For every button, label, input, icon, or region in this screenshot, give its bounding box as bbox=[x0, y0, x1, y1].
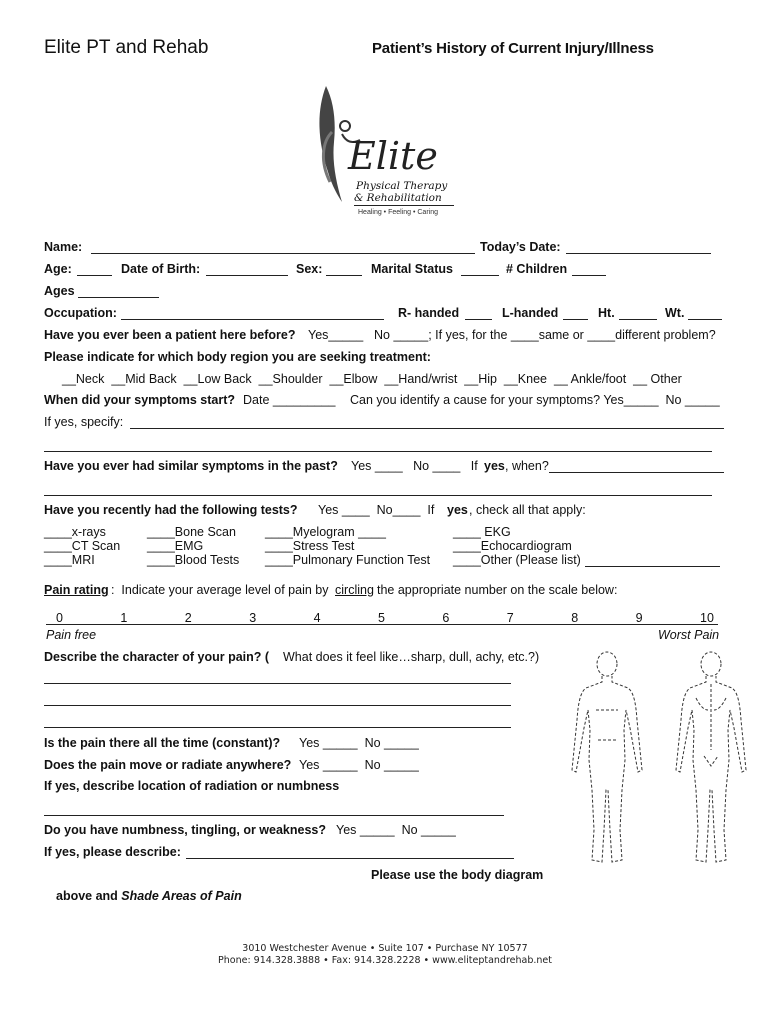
pain-scale-4[interactable]: 4 bbox=[313, 611, 321, 625]
patient-before-yes[interactable]: Yes_____ bbox=[308, 328, 364, 342]
wt-label: Wt. bbox=[665, 306, 685, 320]
practice-name: Elite PT and Rehab bbox=[44, 37, 209, 58]
test-stress[interactable]: ____Stress Test bbox=[265, 539, 355, 553]
l-handed-label: L-handed bbox=[502, 306, 559, 320]
marital-field[interactable] bbox=[461, 275, 499, 276]
test-mri[interactable]: ____MRI bbox=[44, 553, 95, 567]
specify-label: If yes, specify: bbox=[44, 415, 124, 429]
specify-field-2[interactable] bbox=[44, 451, 712, 452]
pain-scale-8[interactable]: 8 bbox=[571, 611, 579, 625]
pain-rating-instruction-2: the appropriate number on the scale below: bbox=[377, 583, 618, 597]
occupation-field[interactable] bbox=[121, 319, 384, 320]
similar-yes-no[interactable]: Yes ____ No ____ If bbox=[351, 459, 478, 473]
r-handed-label: R- handed bbox=[398, 306, 460, 320]
worst-pain-label: Worst Pain bbox=[658, 628, 720, 642]
radiate-question: Does the pain move or radiate anywhere? bbox=[44, 758, 292, 772]
pain-rating-label: Pain rating bbox=[44, 583, 109, 597]
occupation-label: Occupation: bbox=[44, 306, 117, 320]
tests-check: , check all that apply: bbox=[469, 503, 586, 517]
patient-before-question: Have you ever been a patient here before? bbox=[44, 328, 296, 342]
pain-scale-3[interactable]: 3 bbox=[249, 611, 257, 625]
body-back-diagram[interactable] bbox=[666, 650, 756, 870]
footer-address: 3010 Westchester Avenue • Suite 107 • Purchase NY 10577 bbox=[242, 943, 528, 954]
numbness-question: Do you have numbness, tingling, or weakness? bbox=[44, 823, 327, 837]
similar-question: Have you ever had similar symptoms in the past? bbox=[44, 459, 338, 473]
similar-when-field[interactable] bbox=[549, 472, 724, 473]
todays-date-field[interactable] bbox=[566, 253, 711, 254]
numbness-answer[interactable]: Yes _____ No _____ bbox=[336, 823, 456, 837]
radiate-answer[interactable]: Yes _____ No _____ bbox=[299, 758, 419, 772]
symptoms-start-question: When did your symptoms start? bbox=[44, 393, 235, 407]
pain-scale-2[interactable]: 2 bbox=[184, 611, 192, 625]
logo-tagline: Healing • Feeling • Caring bbox=[358, 209, 438, 216]
dob-field[interactable] bbox=[206, 275, 288, 276]
children-label: # Children bbox=[506, 262, 568, 276]
ages-label: Ages bbox=[44, 284, 75, 298]
test-pulmonary[interactable]: ____Pulmonary Function Test bbox=[265, 553, 431, 567]
logo-line2: & Rehabilitation bbox=[354, 192, 442, 204]
describe-pain-hint: What does it feel like…sharp, dull, achy, etc.?) bbox=[283, 650, 540, 664]
pain-rating-circling: circling bbox=[335, 583, 374, 597]
body-diagram-note: Please use the body diagram bbox=[371, 868, 544, 882]
body-front-diagram[interactable] bbox=[562, 650, 652, 870]
shade-note: above and bbox=[56, 889, 122, 903]
pain-scale-10[interactable]: 10 bbox=[700, 611, 714, 625]
describe-line-2[interactable] bbox=[44, 705, 511, 706]
radiation-field[interactable] bbox=[44, 815, 504, 816]
specify-field[interactable] bbox=[130, 428, 724, 429]
test-ekg[interactable]: ____ EKG bbox=[453, 525, 511, 539]
pain-scale-6[interactable]: 6 bbox=[442, 611, 450, 625]
l-handed-field[interactable] bbox=[563, 319, 588, 320]
test-echo[interactable]: ____Echocardiogram bbox=[453, 539, 572, 553]
similar-yes: yes bbox=[484, 459, 505, 473]
pain-rating-instruction: : Indicate your average level of pain by bbox=[111, 583, 329, 597]
age-label: Age: bbox=[44, 262, 72, 276]
logo-line1: Physical Therapy bbox=[356, 180, 448, 192]
test-ct[interactable]: ____CT Scan bbox=[44, 539, 121, 553]
test-other[interactable]: ____Other (Please list) bbox=[453, 553, 581, 567]
test-blood[interactable]: ____Blood Tests bbox=[147, 553, 240, 567]
symptoms-cause[interactable]: Can you identify a cause for your symptoms? Yes_____ No _____ bbox=[350, 393, 720, 407]
tests-yes-no[interactable]: Yes ____ No____ If bbox=[318, 503, 435, 517]
test-xrays[interactable]: ____x-rays bbox=[44, 525, 106, 539]
wt-field[interactable] bbox=[688, 319, 722, 320]
describe-pain-question: Describe the character of your pain? ( bbox=[44, 650, 270, 664]
test-bone-scan[interactable]: ____Bone Scan bbox=[147, 525, 236, 539]
radiation-location-label: If yes, describe location of radiation or numbness bbox=[44, 779, 340, 793]
logo-wordmark: Elite bbox=[348, 134, 438, 178]
body-region-options[interactable]: __Neck __Mid Back __Low Back __Shoulder __Elbow __Hand/wrist __Hip __Knee __ Ankle/foot __ Other bbox=[62, 372, 682, 386]
pain-scale-1[interactable]: 1 bbox=[120, 611, 128, 625]
ages-field[interactable] bbox=[78, 297, 159, 298]
age-field[interactable] bbox=[77, 275, 112, 276]
test-myelogram[interactable]: ____Myelogram ____ bbox=[265, 525, 386, 539]
numbness-describe-field[interactable] bbox=[186, 858, 514, 859]
tests-yes: yes bbox=[447, 503, 468, 517]
pain-scale-9[interactable]: 9 bbox=[635, 611, 643, 625]
sex-field[interactable] bbox=[326, 275, 362, 276]
name-label: Name: bbox=[44, 240, 83, 254]
footer-contact: Phone: 914.328.3888 • Fax: 914.328.2228 • www.eliteptandrehab.net bbox=[218, 955, 552, 966]
body-region-question: Please indicate for which body region you are seeking treatment: bbox=[44, 350, 431, 364]
tests-question: Have you recently had the following tests? bbox=[44, 503, 298, 517]
similar-field-2[interactable] bbox=[44, 495, 712, 496]
form-title: Patient’s History of Current Injury/Illness bbox=[372, 40, 654, 57]
todays-date-label: Today’s Date: bbox=[480, 240, 561, 254]
constant-answer[interactable]: Yes _____ No _____ bbox=[299, 736, 419, 750]
pain-scale-0[interactable]: 0 bbox=[56, 611, 63, 625]
elite-logo bbox=[312, 82, 462, 222]
describe-line-3[interactable] bbox=[44, 727, 511, 728]
shade-note-emph: Shade Areas of Pain bbox=[121, 889, 242, 903]
marital-label: Marital Status bbox=[371, 262, 453, 276]
test-emg[interactable]: ____EMG bbox=[147, 539, 204, 553]
dob-label: Date of Birth: bbox=[121, 262, 201, 276]
pain-scale-5[interactable]: 5 bbox=[378, 611, 385, 625]
test-other-field[interactable] bbox=[585, 566, 720, 567]
name-field[interactable] bbox=[91, 253, 475, 254]
children-field[interactable] bbox=[572, 275, 606, 276]
r-handed-field[interactable] bbox=[465, 319, 492, 320]
ht-field[interactable] bbox=[619, 319, 657, 320]
constant-question: Is the pain there all the time (constant)? bbox=[44, 736, 281, 750]
symptoms-start-date[interactable]: Date _________ bbox=[243, 393, 336, 407]
pain-scale-7[interactable]: 7 bbox=[506, 611, 514, 625]
ht-label: Ht. bbox=[598, 306, 615, 320]
sex-label: Sex: bbox=[296, 262, 323, 276]
describe-line-1[interactable] bbox=[44, 683, 511, 684]
pain-free-label: Pain free bbox=[46, 628, 97, 642]
numbness-describe-label: If yes, please describe: bbox=[44, 845, 181, 859]
similar-when: , when? bbox=[505, 459, 549, 473]
patient-before-no[interactable]: No _____; If yes, for the ____same or ____different problem? bbox=[374, 328, 716, 342]
